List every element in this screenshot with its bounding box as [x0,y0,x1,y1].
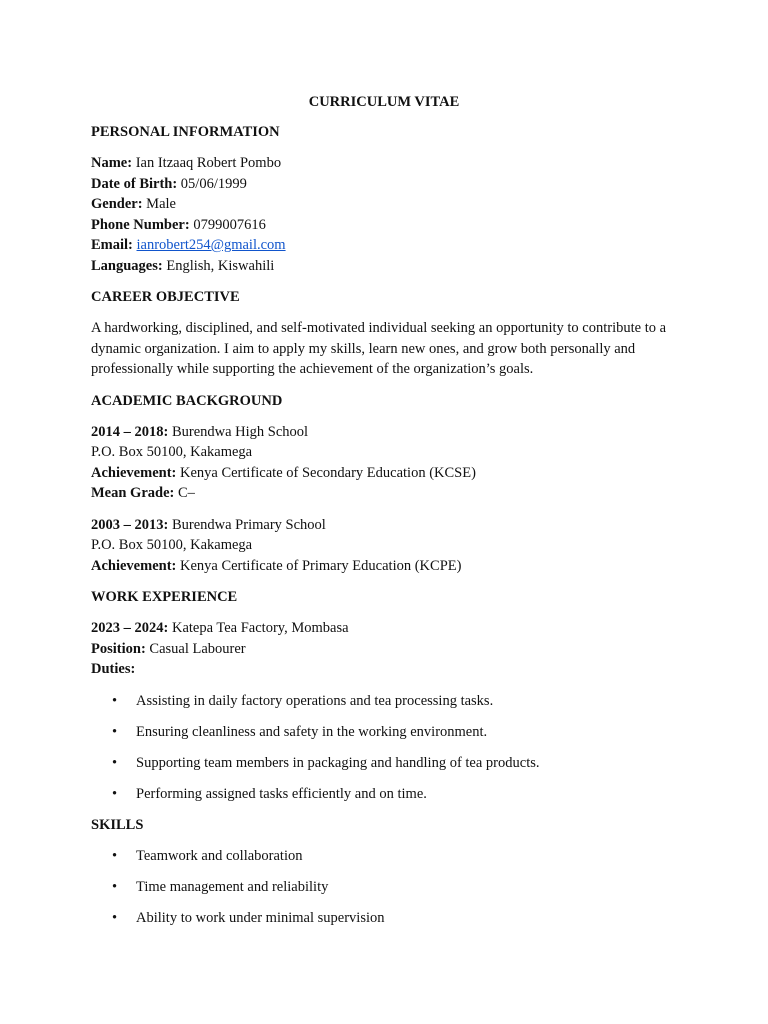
mean-grade-line [91,483,691,504]
achievement-line [91,463,691,484]
position-label: Position: [91,640,146,657]
skill-text: Teamwork and collaboration [136,847,303,864]
period-label: 2014 – 2018: [91,423,169,440]
work-period-line [91,618,691,639]
duty-text: Supporting team members in packaging and handling of tea products. [136,754,540,771]
bullet-icon: • [112,723,118,740]
employer-name: Katepa Tea Factory, Mombasa [171,620,349,636]
list-item [91,753,691,773]
list-item [91,691,691,711]
dob-value: 05/06/1999 [180,175,247,192]
phone-value: 0799007616 [193,216,266,233]
email-link[interactable]: ianrobert254@gmail.com [136,237,286,253]
skills-list [91,846,691,928]
school-address: P.O. Box 50100, Kakamega [91,444,253,460]
duties-list [91,691,691,804]
email-line [91,235,691,256]
document-title: CURRICULUM VITAE [308,94,460,110]
work-period-label: 2023 – 2024: [91,620,169,636]
career-objective-heading: CAREER OBJECTIVE [91,289,240,305]
dob-line [91,174,691,195]
academic-entry-primary-school [91,515,691,577]
duty-text: Ensuring cleanliness and safety in the working environment. [136,723,488,740]
academic-heading: ACADEMIC BACKGROUND [91,392,283,409]
achievement-value: Kenya Certificate of Primary Education (KCPE) [179,557,462,574]
list-item [91,784,691,804]
bullet-icon: • [112,847,118,864]
field-label: Email: [91,237,133,253]
skill-text: Ability to work under minimal supervision [136,909,385,926]
duty-text: Assisting in daily factory operations and tea processing tasks. [136,692,494,709]
school-address: P.O. Box 50100, Kakamega [91,537,253,553]
bullet-icon: • [112,909,118,926]
bullet-icon: • [112,692,118,709]
languages-line [91,256,691,277]
field-label: Date of Birth: [91,175,178,192]
achievement-value: Kenya Certificate of Secondary Education (KCSE) [179,464,476,481]
cv-document [91,92,691,939]
field-label: Gender: [91,196,143,212]
mean-grade-label: Mean Grade: [91,485,175,501]
gender-line [91,194,691,215]
field-label: Languages: [91,257,163,274]
academic-entry-high-school [91,422,691,504]
period-label: 2003 – 2013: [91,516,169,533]
period-line [91,515,691,536]
period-line [91,422,691,443]
list-item [91,908,691,928]
position-line [91,639,691,660]
work-entry [91,618,691,680]
list-item [91,722,691,742]
personal-info-block [91,153,691,276]
duty-text: Performing assigned tasks efficiently and on time. [136,785,427,802]
achievement-label: Achievement: [91,557,177,574]
bullet-icon: • [112,785,118,802]
field-label: Name: [91,155,133,171]
skills-heading: SKILLS [91,816,144,833]
school-name: Burendwa Primary School [171,516,326,533]
languages-value: English, Kiswahili [166,257,275,274]
mean-grade-value: C– [177,485,195,501]
skill-text: Time management and reliability [136,878,329,895]
phone-line [91,215,691,236]
list-item [91,877,691,897]
name-value: Ian Itzaaq Robert Pombo [135,155,282,171]
achievement-label: Achievement: [91,464,177,481]
school-name: Burendwa High School [171,423,309,440]
gender-value: Male [146,196,176,212]
bullet-icon: • [112,754,118,771]
personal-info-heading: PERSONAL INFORMATION [91,124,280,140]
duties-label: Duties: [91,661,136,677]
position-value: Casual Labourer [149,640,246,657]
bullet-icon: • [112,878,118,895]
name-line [91,153,691,174]
list-item [91,846,691,866]
career-objective-text: A hardworking, disciplined, and self-motivated individual seeking an opportunity to contribute to a dynamic organization. I aim to apply my skills, learn new ones, and grow both personally and professionally while supporting the achievement of the organization’s goals. [91,320,667,377]
field-label: Phone Number: [91,216,190,233]
work-experience-heading: WORK EXPERIENCE [91,589,238,605]
achievement-line [91,556,691,577]
